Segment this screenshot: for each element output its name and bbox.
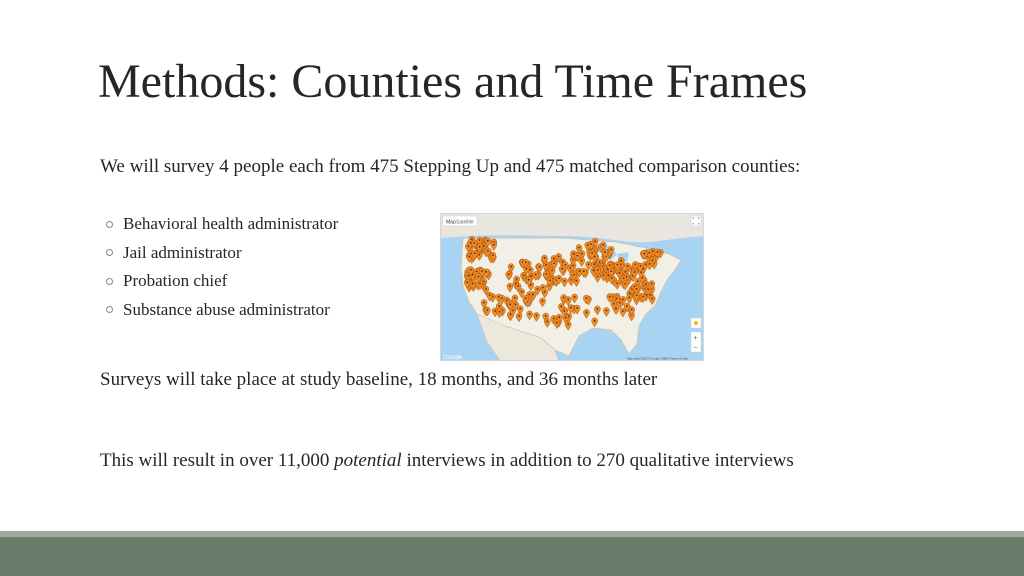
marker-dot [649, 263, 651, 265]
marker-dot [508, 273, 510, 275]
marker-dot [599, 261, 601, 263]
marker-dot [549, 279, 551, 281]
marker-dot [466, 281, 468, 283]
respondent-role-list [106, 210, 338, 324]
marker-dot [481, 270, 483, 272]
marker-dot [615, 308, 617, 310]
marker-dot [509, 285, 511, 287]
marker-dot [648, 252, 650, 254]
interview-count [100, 449, 794, 473]
marker-dot [517, 285, 519, 287]
marker-dot [545, 264, 547, 266]
marker-dot [603, 274, 605, 276]
marker-dot [565, 264, 567, 266]
marker-dot [516, 278, 518, 280]
list-item [106, 239, 338, 268]
marker-dot [596, 308, 598, 310]
marker-dot [597, 269, 599, 271]
result-suffix: interviews in addition to 270 qualitative interviews [401, 450, 794, 471]
marker-dot [581, 260, 583, 262]
bullet-icon [106, 306, 113, 313]
bullet-icon [106, 249, 113, 256]
marker-dot [634, 271, 636, 273]
marker-dot [558, 316, 560, 318]
marker-dot [478, 276, 480, 278]
marker-dot [539, 266, 541, 268]
marker-dot [643, 253, 645, 255]
list-item [106, 267, 338, 296]
marker-dot [536, 315, 538, 317]
marker-dot [613, 303, 615, 305]
marker-dot [590, 243, 592, 245]
marker-dot [576, 255, 578, 257]
marker-dot [519, 308, 521, 310]
list-item [106, 210, 338, 239]
marker-dot [602, 244, 604, 246]
marker-dot [479, 246, 481, 248]
bullet-icon [106, 278, 113, 285]
county-map[interactable] [440, 213, 704, 361]
marker-dot [560, 306, 562, 308]
marker-dot [468, 255, 470, 257]
marker-dot [611, 277, 613, 279]
marker-dot [563, 297, 565, 299]
marker-dot [563, 310, 565, 312]
marker-dot [573, 274, 575, 276]
marker-dot [474, 252, 476, 254]
role-label: Probation chief [123, 271, 228, 290]
marker-dot [542, 300, 544, 302]
marker-dot [567, 299, 569, 301]
marker-dot [478, 254, 480, 256]
marker-dot [567, 323, 569, 325]
marker-dot [609, 264, 611, 266]
marker-dot [485, 288, 487, 290]
google-logo: Google [443, 355, 463, 361]
fullscreen-icon[interactable] [691, 216, 701, 226]
marker-dot [652, 259, 654, 261]
marker-dot [528, 279, 530, 281]
marker-dot [616, 282, 618, 284]
marker-dot [634, 263, 636, 265]
marker-dot [605, 310, 607, 312]
marker-dot [498, 305, 500, 307]
marker-dot [542, 287, 544, 289]
marker-dot [604, 251, 606, 253]
marker-dot [636, 288, 638, 290]
marker-dot [570, 279, 572, 281]
marker-dot [565, 317, 567, 319]
marker-dot [583, 270, 585, 272]
marker-dot [576, 307, 578, 309]
marker-dot [476, 271, 478, 273]
marker-dot [518, 315, 520, 317]
marker-dot [610, 248, 612, 250]
marker-dot [637, 280, 639, 282]
marker-dot [561, 268, 563, 270]
marker-dot [489, 294, 491, 296]
marker-dot [558, 277, 560, 279]
marker-dot [591, 252, 593, 254]
bullet-icon [106, 221, 113, 228]
marker-dot [649, 294, 651, 296]
marker-dot [544, 257, 546, 259]
marker-dot [553, 258, 555, 260]
marker-dot [487, 240, 489, 242]
marker-dot [585, 297, 587, 299]
marker-dot [487, 250, 489, 252]
marker-dot [627, 265, 629, 267]
marker-dot [573, 253, 575, 255]
marker-dot [551, 269, 553, 271]
marker-dot [553, 317, 555, 319]
marker-dot [545, 315, 547, 317]
marker-dot [556, 322, 558, 324]
marker-dot [625, 271, 627, 273]
role-label: Jail administrator [123, 242, 242, 262]
marker-dot [631, 309, 633, 311]
list-item [106, 296, 338, 325]
marker-dot [525, 297, 527, 299]
zoom-in-button[interactable]: + [693, 335, 698, 342]
marker-dot [588, 263, 590, 265]
marker-dot [642, 296, 644, 298]
zoom-out-button[interactable]: − [693, 345, 698, 352]
marker-dot [509, 303, 511, 305]
result-emphasis: potential [334, 450, 402, 471]
marker-dot [651, 283, 653, 285]
marker-dot [493, 244, 495, 246]
marker-dot [597, 276, 599, 278]
marker-dot [586, 311, 588, 313]
marker-dot [628, 297, 630, 299]
marker-dot [570, 307, 572, 309]
marker-dot [494, 310, 496, 312]
marker-dot [479, 239, 481, 241]
marker-dot [499, 311, 501, 313]
marker-dot [619, 302, 621, 304]
marker-dot [626, 305, 628, 307]
marker-dot [645, 283, 647, 285]
marker-dot [510, 266, 512, 268]
marker-dot [594, 240, 596, 242]
marker-dot [578, 247, 580, 249]
marker-dot [535, 274, 537, 276]
marker-dot [647, 288, 649, 290]
marker-dot [485, 271, 487, 273]
marker-dot [514, 297, 516, 299]
marker-dot [610, 270, 612, 272]
marker-dot [576, 280, 578, 282]
role-label: Behavioral health administrator [123, 214, 339, 233]
map-attribution: Map data ©2017 Google, INEGI Terms of Use [627, 356, 689, 361]
survey-timeline: Surveys will take place at study baseline, 18 months, and 36 months later [100, 369, 658, 390]
marker-dot [622, 310, 624, 312]
marker-dot [553, 262, 555, 264]
marker-dot [651, 298, 653, 300]
marker-dot [537, 288, 539, 290]
result-prefix: This will result in over 11,000 [100, 450, 330, 471]
marker-dot [530, 284, 532, 286]
marker-dot [467, 245, 469, 247]
marker-dot [564, 280, 566, 282]
marker-dot [581, 253, 583, 255]
marker-dot [558, 256, 560, 258]
marker-dot [529, 269, 531, 271]
slide-title: Methods: Counties and Time Frames [98, 55, 808, 108]
marker-dot [512, 309, 514, 311]
marker-dot [486, 309, 488, 311]
marker-dot [529, 294, 531, 296]
marker-dot [483, 245, 485, 247]
marker-dot [574, 296, 576, 298]
marker-dot [594, 320, 596, 322]
marker-dot [546, 321, 548, 323]
marker-dot [609, 296, 611, 298]
marker-dot [479, 283, 481, 285]
marker-dot [483, 302, 485, 304]
marker-dot [624, 283, 626, 285]
marker-dot [645, 263, 647, 265]
marker-dot [616, 264, 618, 266]
marker-dot [529, 313, 531, 315]
marker-dot [501, 297, 503, 299]
marker-dot [640, 265, 642, 267]
marker-dot [620, 259, 622, 261]
map-tab[interactable]: Map [446, 219, 456, 226]
marker-dot [657, 251, 659, 253]
marker-dot [608, 274, 610, 276]
marker-dot [525, 261, 527, 263]
marker-dot [636, 294, 638, 296]
marker-dot [616, 298, 618, 300]
marker-dot [468, 275, 470, 277]
marker-dot [579, 270, 581, 272]
role-label: Substance abuse administrator [123, 299, 330, 319]
marker-dot [622, 299, 624, 301]
marker-dot [470, 269, 472, 271]
survey-intro: We will survey 4 people each from 475 Stepping Up and 475 matched comparison counties: [100, 156, 801, 177]
satellite-tab[interactable]: Satellite [456, 219, 474, 226]
footer-bar [0, 537, 1024, 576]
marker-dot [521, 291, 523, 293]
marker-dot [492, 254, 494, 256]
marker-dot [619, 272, 621, 274]
marker-dot [473, 242, 475, 244]
marker-dot [623, 277, 625, 279]
marker-dot [545, 273, 547, 275]
